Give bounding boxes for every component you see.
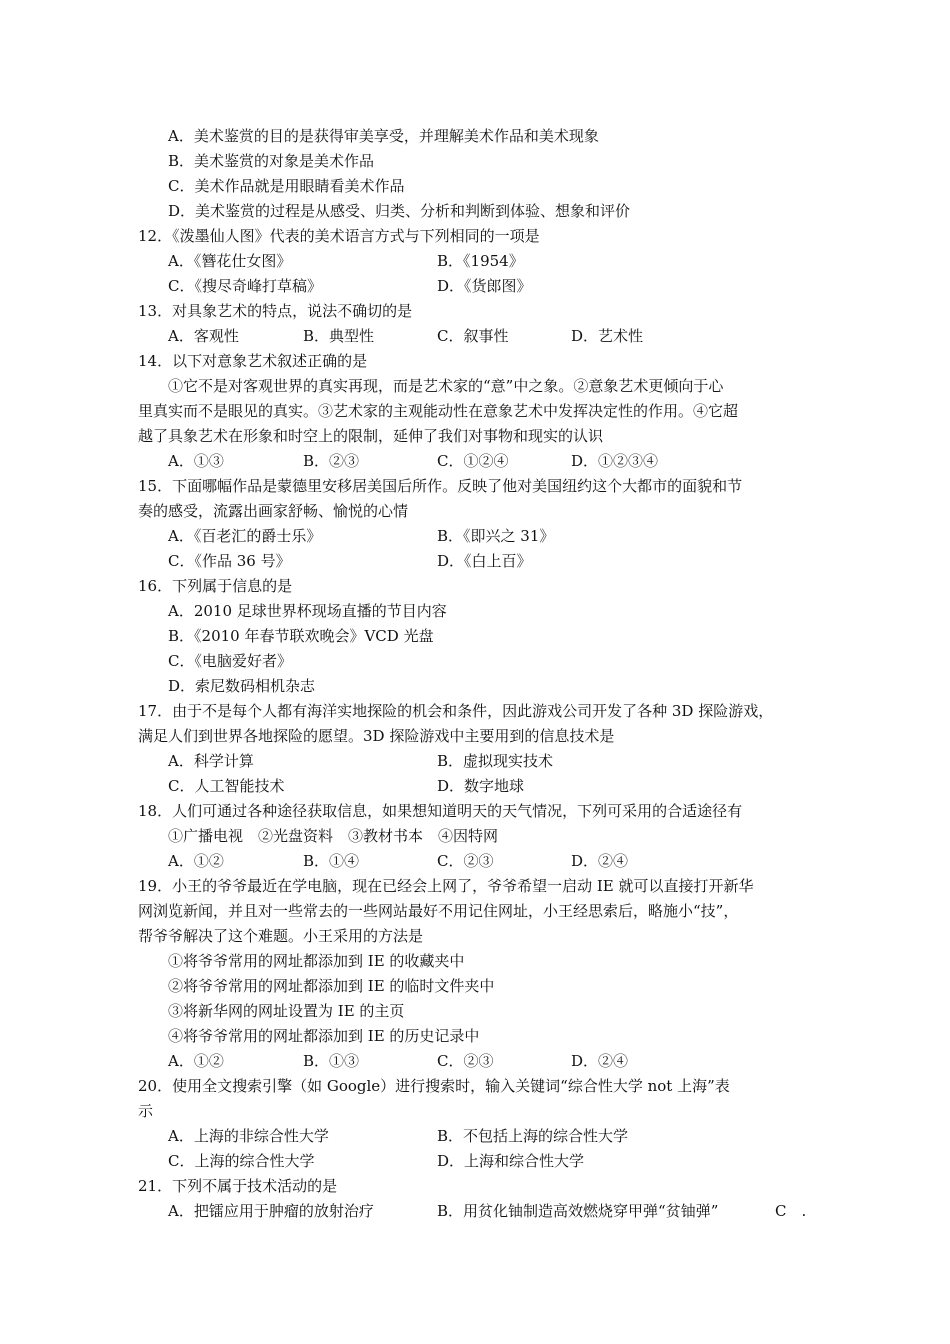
q11-option-c: C．美术作品就是用眼睛看美术作品 (168, 177, 405, 195)
q19-stem-line-1: 19．小王的爷爷最近在学电脑，现在已经会上网了，爷爷希望一启动 IE 就可以直接打开新华 (138, 877, 754, 895)
q17-option-a: A．科学计算 (168, 752, 254, 770)
q21-option-b: B．用贫化铀制造高效燃烧穿甲弹“贫铀弹” (437, 1202, 719, 1220)
q13-stem: 13．对具象艺术的特点，说法不确切的是 (138, 302, 413, 320)
q12-option-a: A．《簪花仕女图》 (168, 252, 292, 270)
q18-option-c: C．②③ (437, 852, 494, 870)
q13-option-c: C．叙事性 (437, 327, 509, 345)
q16-option-c: C．《电脑爱好者》 (168, 652, 292, 670)
q18-option-b: B．①④ (303, 852, 360, 870)
q20-option-d: D．上海和综合性大学 (437, 1152, 585, 1170)
q13-option-d: D．艺术性 (571, 327, 644, 345)
q20-option-c: C．上海的综合性大学 (168, 1152, 315, 1170)
q14-body-line-3: 越了具象艺术在形象和时空上的限制，延伸了我们对事物和现实的认识 (138, 427, 604, 445)
q20-option-a: A．上海的非综合性大学 (168, 1127, 329, 1145)
q16-option-a: A．2010 足球世界杯现场直播的节目内容 (168, 602, 447, 620)
q17-stem-line-2: 满足人们到世界各地探险的愿望。3D 探险游戏中主要用到的信息技术是 (138, 727, 615, 745)
q13-option-a: A．客观性 (168, 327, 239, 345)
q20-stem-line-1: 20．使用全文搜索引擎（如 Google）进行搜索时，输入关键词“综合性大学 not 上海”表 (138, 1077, 730, 1095)
q12-option-d: D．《货郎图》 (437, 277, 532, 295)
q13-option-b: B．典型性 (303, 327, 375, 345)
q12-option-c: C．《搜尽奇峰打草稿》 (168, 277, 322, 295)
q17-stem-line-1: 17．由于不是每个人都有海洋实地探险的机会和条件，因此游戏公司开发了各种 3D 探险游戏， (138, 702, 774, 720)
q16-stem: 16．下列属于信息的是 (138, 577, 293, 595)
q19-option-d: D．②④ (571, 1052, 629, 1070)
q15-option-b: B．《即兴之 31》 (437, 527, 555, 545)
q21-option-a: A．把镭应用于肿瘤的放射治疗 (168, 1202, 374, 1220)
q19-option-b: B．①③ (303, 1052, 360, 1070)
q15-option-d: D．《白上百》 (437, 552, 532, 570)
q17-option-c: C．人工智能技术 (168, 777, 285, 795)
q18-option-d: D．②④ (571, 852, 629, 870)
q17-option-b: B．虚拟现实技术 (437, 752, 554, 770)
q14-option-d: D．①②③④ (571, 452, 659, 470)
q16-option-b: B．《2010 年春节联欢晚会》VCD 光盘 (168, 627, 434, 645)
q19-item-2: ②将爷爷常用的网址都添加到 IE 的临时文件夹中 (168, 977, 495, 995)
q19-item-4: ④将爷爷常用的网址都添加到 IE 的历史记录中 (168, 1027, 480, 1045)
q19-option-a: A．①② (168, 1052, 224, 1070)
q14-option-b: B．②③ (303, 452, 360, 470)
q15-option-a: A．《百老汇的爵士乐》 (168, 527, 322, 545)
q15-stem-line-1: 15．下面哪幅作品是蒙德里安移居美国后所作。反映了他对美国纽约这个大都市的面貌和节 (138, 477, 743, 495)
q18-items: ①广播电视 ②光盘资料 ③教材书本 ④因特网 (168, 827, 499, 845)
q20-option-b: B．不包括上海的综合性大学 (437, 1127, 629, 1145)
q14-stem: 14．以下对意象艺术叙述正确的是 (138, 352, 368, 370)
q12-option-b: B．《1954》 (437, 252, 524, 270)
q19-stem-line-2: 网浏览新闻，并且对一些常去的一些网站最好不用记住网址，小王经思索后，略施小“技”， (138, 902, 739, 920)
q11-option-d: D．美术鉴赏的过程是从感受、归类、分析和判断到体验、想象和评价 (168, 202, 631, 220)
q15-option-c: C．《作品 36 号》 (168, 552, 291, 570)
q14-option-c: C．①②④ (437, 452, 509, 470)
q11-option-b: B．美术鉴赏的对象是美术作品 (168, 152, 375, 170)
q18-stem: 18．人们可通过各种途径获取信息，如果想知道明天的天气情况，下列可采用的合适途径有 (138, 802, 743, 820)
q19-item-1: ①将爷爷常用的网址都添加到 IE 的收藏夹中 (168, 952, 465, 970)
q19-option-c: C．②③ (437, 1052, 494, 1070)
q14-body-line-2: 里真实而不是眼见的真实。③艺术家的主观能动性在意象艺术中发挥决定性的作用。④它超 (138, 402, 739, 420)
q19-stem-line-3: 帮爷爷解决了这个难题。小王采用的方法是 (138, 927, 424, 945)
q16-option-d: D．索尼数码相机杂志 (168, 677, 316, 695)
q18-option-a: A．①② (168, 852, 224, 870)
q15-stem-line-2: 奏的感受，流露出画家舒畅、愉悦的心情 (138, 502, 409, 520)
q20-stem-line-2: 示 (138, 1102, 154, 1120)
q21-option-c-truncated: C . (775, 1202, 807, 1220)
q14-option-a: A．①③ (168, 452, 224, 470)
q14-body-line-1: ①它不是对客观世界的真实再现，而是艺术家的“意”中之象。②意象艺术更倾向于心 (168, 377, 724, 395)
q11-option-a: A．美术鉴赏的目的是获得审美享受，并理解美术作品和美术现象 (168, 127, 599, 145)
q21-stem: 21．下列不属于技术活动的是 (138, 1177, 338, 1195)
q12-stem: 12．《泼墨仙人图》代表的美术语言方式与下列相同的一项是 (138, 227, 540, 245)
q17-option-d: D．数字地球 (437, 777, 525, 795)
q19-item-3: ③将新华网的网址设置为 IE 的主页 (168, 1002, 405, 1020)
